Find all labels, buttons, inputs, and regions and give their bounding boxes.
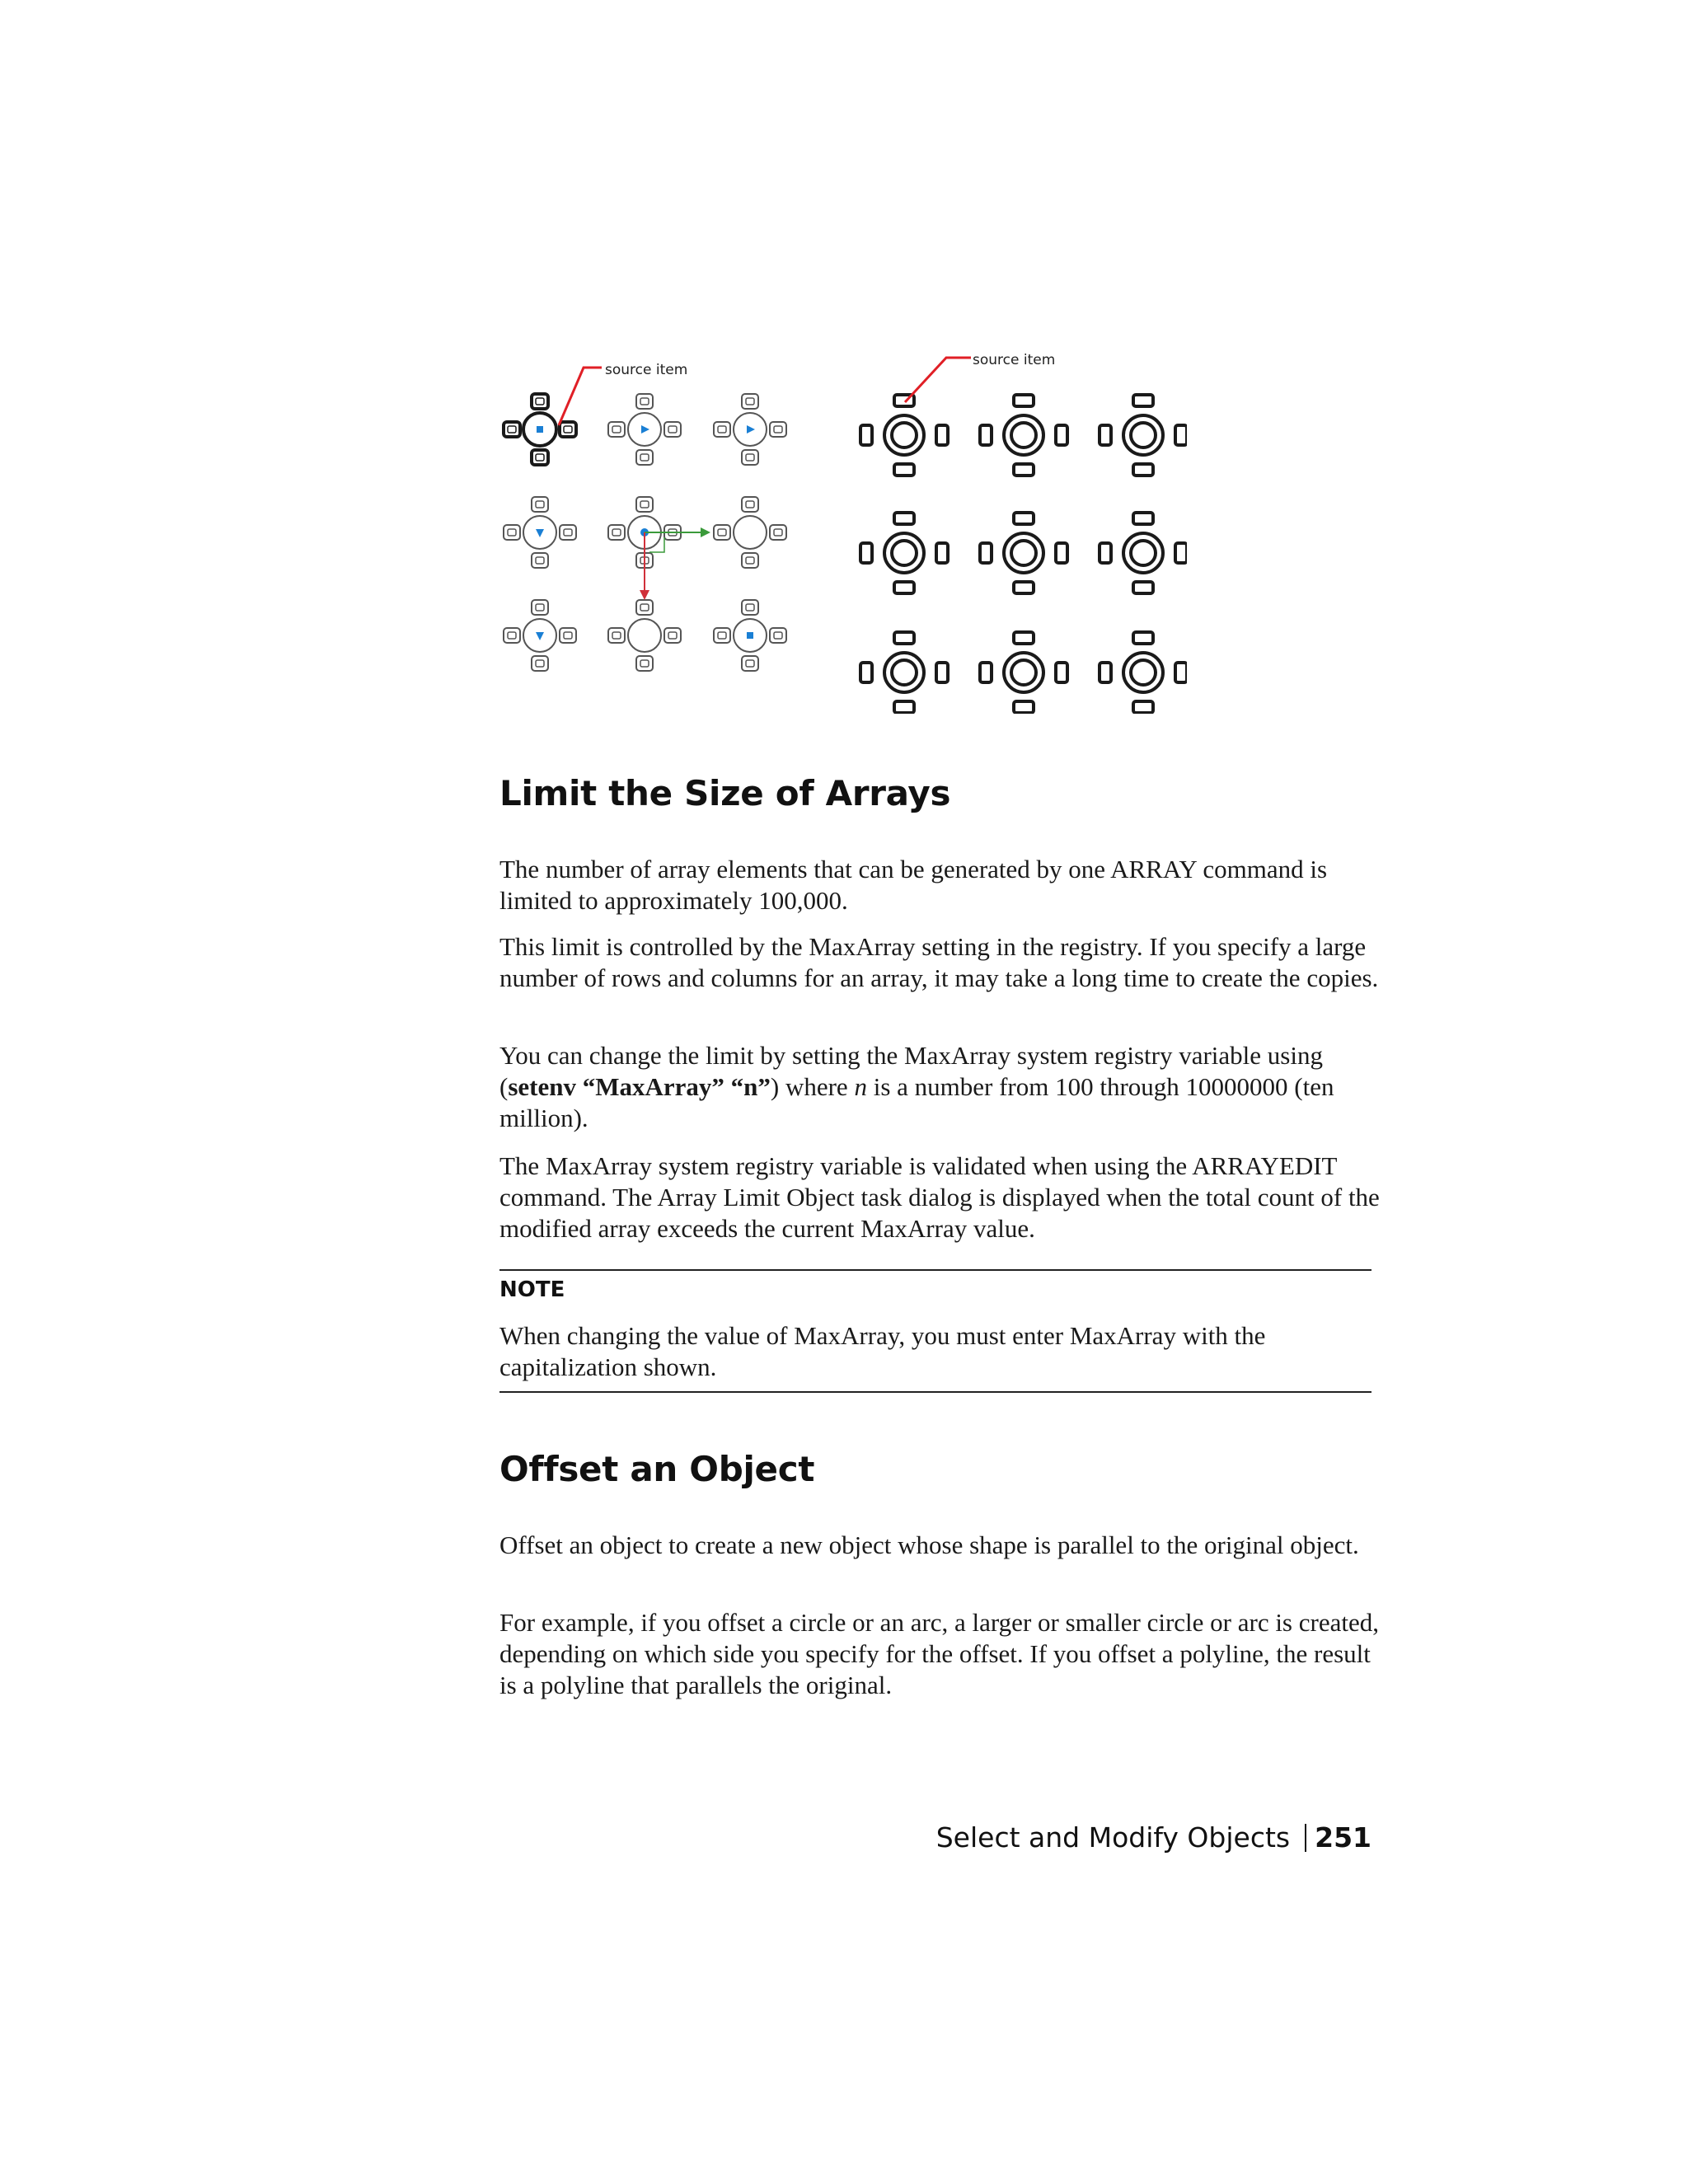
- chair-shape: [664, 628, 681, 643]
- chair-shape: [742, 497, 758, 512]
- chair-shape: [532, 394, 548, 409]
- chair-shape: [636, 450, 653, 465]
- table-inner-circle: [892, 423, 917, 448]
- chair-shape: [1133, 513, 1153, 524]
- paragraph-setenv: [499, 1040, 1390, 1134]
- grip-square-marker: [537, 426, 543, 433]
- footer-chapter-title: Select and Modify Objects: [935, 1821, 1291, 1854]
- chair-seat: [640, 501, 649, 508]
- chair-shape: [894, 632, 914, 644]
- chair-seat: [536, 398, 544, 405]
- chair-seat: [774, 529, 782, 536]
- chair-seat: [612, 529, 621, 536]
- chair-seat: [508, 426, 516, 433]
- chair-shape: [742, 600, 758, 615]
- chair-shape: [770, 422, 786, 437]
- setenv-command: setenv “MaxArray” “n”: [508, 1072, 771, 1101]
- source-item-label-right: source item: [973, 352, 1056, 368]
- chair-shape: [1014, 395, 1034, 406]
- chair-shape: [532, 450, 548, 465]
- chair-shape: [742, 450, 758, 465]
- chair-shape: [504, 628, 520, 643]
- chair-seat: [746, 501, 754, 508]
- table-set-bold: [980, 513, 1067, 593]
- chair-shape: [664, 422, 681, 437]
- table-inner-circle: [1011, 541, 1036, 565]
- table-set-bold: [860, 513, 948, 593]
- table-inner-circle: [1131, 660, 1156, 685]
- chair-shape: [860, 663, 872, 682]
- chair-shape: [1100, 543, 1111, 563]
- chair-shape: [636, 656, 653, 671]
- chair-shape: [532, 497, 548, 512]
- array-figure-svg: [495, 343, 1187, 714]
- chair-seat: [746, 604, 754, 611]
- chair-seat: [536, 557, 544, 564]
- table-set-bold: [980, 395, 1067, 476]
- source-item-label-left: source item: [605, 362, 688, 378]
- chair-seat: [668, 632, 677, 639]
- chair-shape: [936, 663, 948, 682]
- chair-shape: [532, 600, 548, 615]
- grip-arrow-down-marker: [536, 632, 544, 640]
- paragraph-limit-intro: The number of array elements that can be generated by one ARRAY command is limited to approximately 100,000.: [499, 855, 1328, 915]
- chair-shape: [504, 422, 520, 437]
- note-text: When changing the value of MaxArray, you must enter MaxArray with the capitalization shown.: [499, 1321, 1266, 1381]
- grip-square-marker: [747, 632, 753, 639]
- y-direction-arrowhead: [640, 590, 649, 600]
- chair-seat: [508, 632, 516, 639]
- table-set-small: [504, 600, 576, 671]
- table-inner-circle: [892, 541, 917, 565]
- table-set-bold: [1100, 632, 1187, 713]
- chair-shape: [894, 582, 914, 593]
- chair-shape: [1175, 543, 1187, 563]
- x-direction-arrowhead: [701, 527, 710, 537]
- table-set-small: [504, 394, 576, 465]
- angle-indicator: [649, 537, 664, 552]
- array-illustration: [495, 343, 1187, 714]
- table-inner-circle: [892, 660, 917, 685]
- table-inner-circle: [1131, 423, 1156, 448]
- chair-shape: [770, 628, 786, 643]
- chair-shape: [894, 464, 914, 476]
- paragraph-arrayedit: The MaxArray system registry variable is validated when using the ARRAYEDIT command. The Array Limit Object task dialog is displayed when the total count of the modified array exceeds the current MaxArray value.: [499, 1151, 1380, 1243]
- chair-seat: [612, 632, 621, 639]
- chair-seat: [668, 426, 677, 433]
- chair-seat: [508, 529, 516, 536]
- setenv-text-middle: ) where: [770, 1072, 855, 1101]
- paragraph-maxarray-registry: This limit is controlled by the MaxArray setting in the registry. If you specify a large number of rows and columns for an array, it may take a long time to create the copies.: [499, 932, 1379, 992]
- table-inner-circle: [1131, 541, 1156, 565]
- chair-shape: [1014, 632, 1034, 644]
- chair-seat: [746, 454, 754, 461]
- chair-seat: [746, 398, 754, 405]
- chair-seat: [774, 426, 782, 433]
- chair-seat: [564, 426, 572, 433]
- chair-seat: [640, 660, 649, 667]
- chair-seat: [774, 632, 782, 639]
- chair-shape: [980, 425, 992, 445]
- table-inner-circle: [1011, 660, 1036, 685]
- table-set-bold: [980, 632, 1067, 713]
- chair-shape: [560, 525, 576, 540]
- table-set-small: [714, 600, 786, 671]
- chair-seat: [718, 632, 726, 639]
- setenv-text-before: You can change the limit by setting the MaxArray system registry variable using (: [499, 1041, 1323, 1101]
- chair-seat: [640, 604, 649, 611]
- setenv-text-after: is a number from 100 through 10000000 (ten million).: [499, 1072, 1334, 1132]
- footer-page-number: 251: [1315, 1821, 1372, 1854]
- chair-shape: [980, 543, 992, 563]
- chair-shape: [1014, 513, 1034, 524]
- chair-shape: [1133, 582, 1153, 593]
- chair-seat: [536, 501, 544, 508]
- chair-shape: [860, 425, 872, 445]
- grip-arrow-right-marker: [747, 425, 755, 434]
- footer-separator: [1305, 1824, 1306, 1852]
- chair-shape: [1133, 395, 1153, 406]
- chair-shape: [1100, 663, 1111, 682]
- table-inner-circle: [1011, 423, 1036, 448]
- chair-shape: [608, 525, 625, 540]
- chair-shape: [1014, 701, 1034, 713]
- direction-arrows: [640, 527, 710, 600]
- chair-shape: [560, 628, 576, 643]
- chair-seat: [612, 426, 621, 433]
- page-footer: [936, 1821, 1372, 1854]
- chair-shape: [1056, 543, 1067, 563]
- chair-shape: [742, 553, 758, 568]
- chair-seat: [640, 398, 649, 405]
- chair-seat: [746, 660, 754, 667]
- table-set-small: [504, 497, 576, 568]
- chair-seat: [564, 529, 572, 536]
- chair-shape: [770, 525, 786, 540]
- chair-shape: [608, 422, 625, 437]
- table-set-bold: [860, 632, 948, 713]
- table-set-bold: [1100, 513, 1187, 593]
- chair-shape: [636, 600, 653, 615]
- chair-shape: [1175, 663, 1187, 682]
- chair-shape: [1014, 582, 1034, 593]
- note-label: NOTE: [499, 1277, 565, 1302]
- chair-shape: [742, 656, 758, 671]
- chair-seat: [718, 426, 726, 433]
- table-set-small: [608, 600, 681, 671]
- paragraph-offset-example: For example, if you offset a circle or an arc, a larger or smaller circle or arc is created, depending on which side you specify for the offset. If you offset a polyline, the result is a polyline that parallels the original.: [499, 1608, 1379, 1699]
- chair-seat: [536, 454, 544, 461]
- chair-shape: [894, 513, 914, 524]
- chair-shape: [860, 543, 872, 563]
- section-title-limit-size: Limit the Size of Arrays: [499, 773, 951, 813]
- table-set-bold: [1100, 395, 1187, 476]
- chair-shape: [1056, 663, 1067, 682]
- chair-shape: [1056, 425, 1067, 445]
- setenv-variable-n: n: [854, 1072, 867, 1101]
- chair-shape: [742, 394, 758, 409]
- chair-shape: [1133, 464, 1153, 476]
- chair-shape: [894, 701, 914, 713]
- note-top-rule: [499, 1269, 1372, 1271]
- chair-shape: [532, 656, 548, 671]
- chair-shape: [636, 394, 653, 409]
- chair-shape: [532, 553, 548, 568]
- grip-arrow-down-marker: [536, 529, 544, 537]
- chair-shape: [636, 497, 653, 512]
- chair-shape: [714, 525, 730, 540]
- table-set-small: [608, 394, 681, 465]
- paragraph-offset-intro: Offset an object to create a new object whose shape is parallel to the original object.: [499, 1530, 1359, 1559]
- chair-shape: [504, 525, 520, 540]
- chair-shape: [1175, 425, 1187, 445]
- chair-shape: [980, 663, 992, 682]
- table-set-small: [714, 497, 786, 568]
- chair-shape: [1014, 464, 1034, 476]
- rectangular-array-right: [860, 395, 1187, 713]
- chair-seat: [718, 529, 726, 536]
- note-bottom-rule: [499, 1391, 1372, 1393]
- table-circle: [734, 516, 767, 549]
- chair-seat: [536, 660, 544, 667]
- chair-shape: [936, 543, 948, 563]
- chair-shape: [1100, 425, 1111, 445]
- chair-shape: [560, 422, 576, 437]
- chair-shape: [1133, 701, 1153, 713]
- callout-left: [559, 362, 687, 425]
- chair-shape: [608, 628, 625, 643]
- chair-seat: [746, 557, 754, 564]
- chair-shape: [936, 425, 948, 445]
- grip-arrow-right-marker: [641, 425, 649, 434]
- section-title-offset: Offset an Object: [499, 1449, 815, 1489]
- chair-seat: [640, 454, 649, 461]
- chair-seat: [564, 632, 572, 639]
- rectangular-array-left: [504, 394, 786, 671]
- chair-shape: [714, 422, 730, 437]
- chair-shape: [1133, 632, 1153, 644]
- chair-seat: [536, 604, 544, 611]
- table-set-bold: [860, 395, 948, 476]
- chair-shape: [714, 628, 730, 643]
- table-set-small: [714, 394, 786, 465]
- table-circle: [628, 619, 661, 652]
